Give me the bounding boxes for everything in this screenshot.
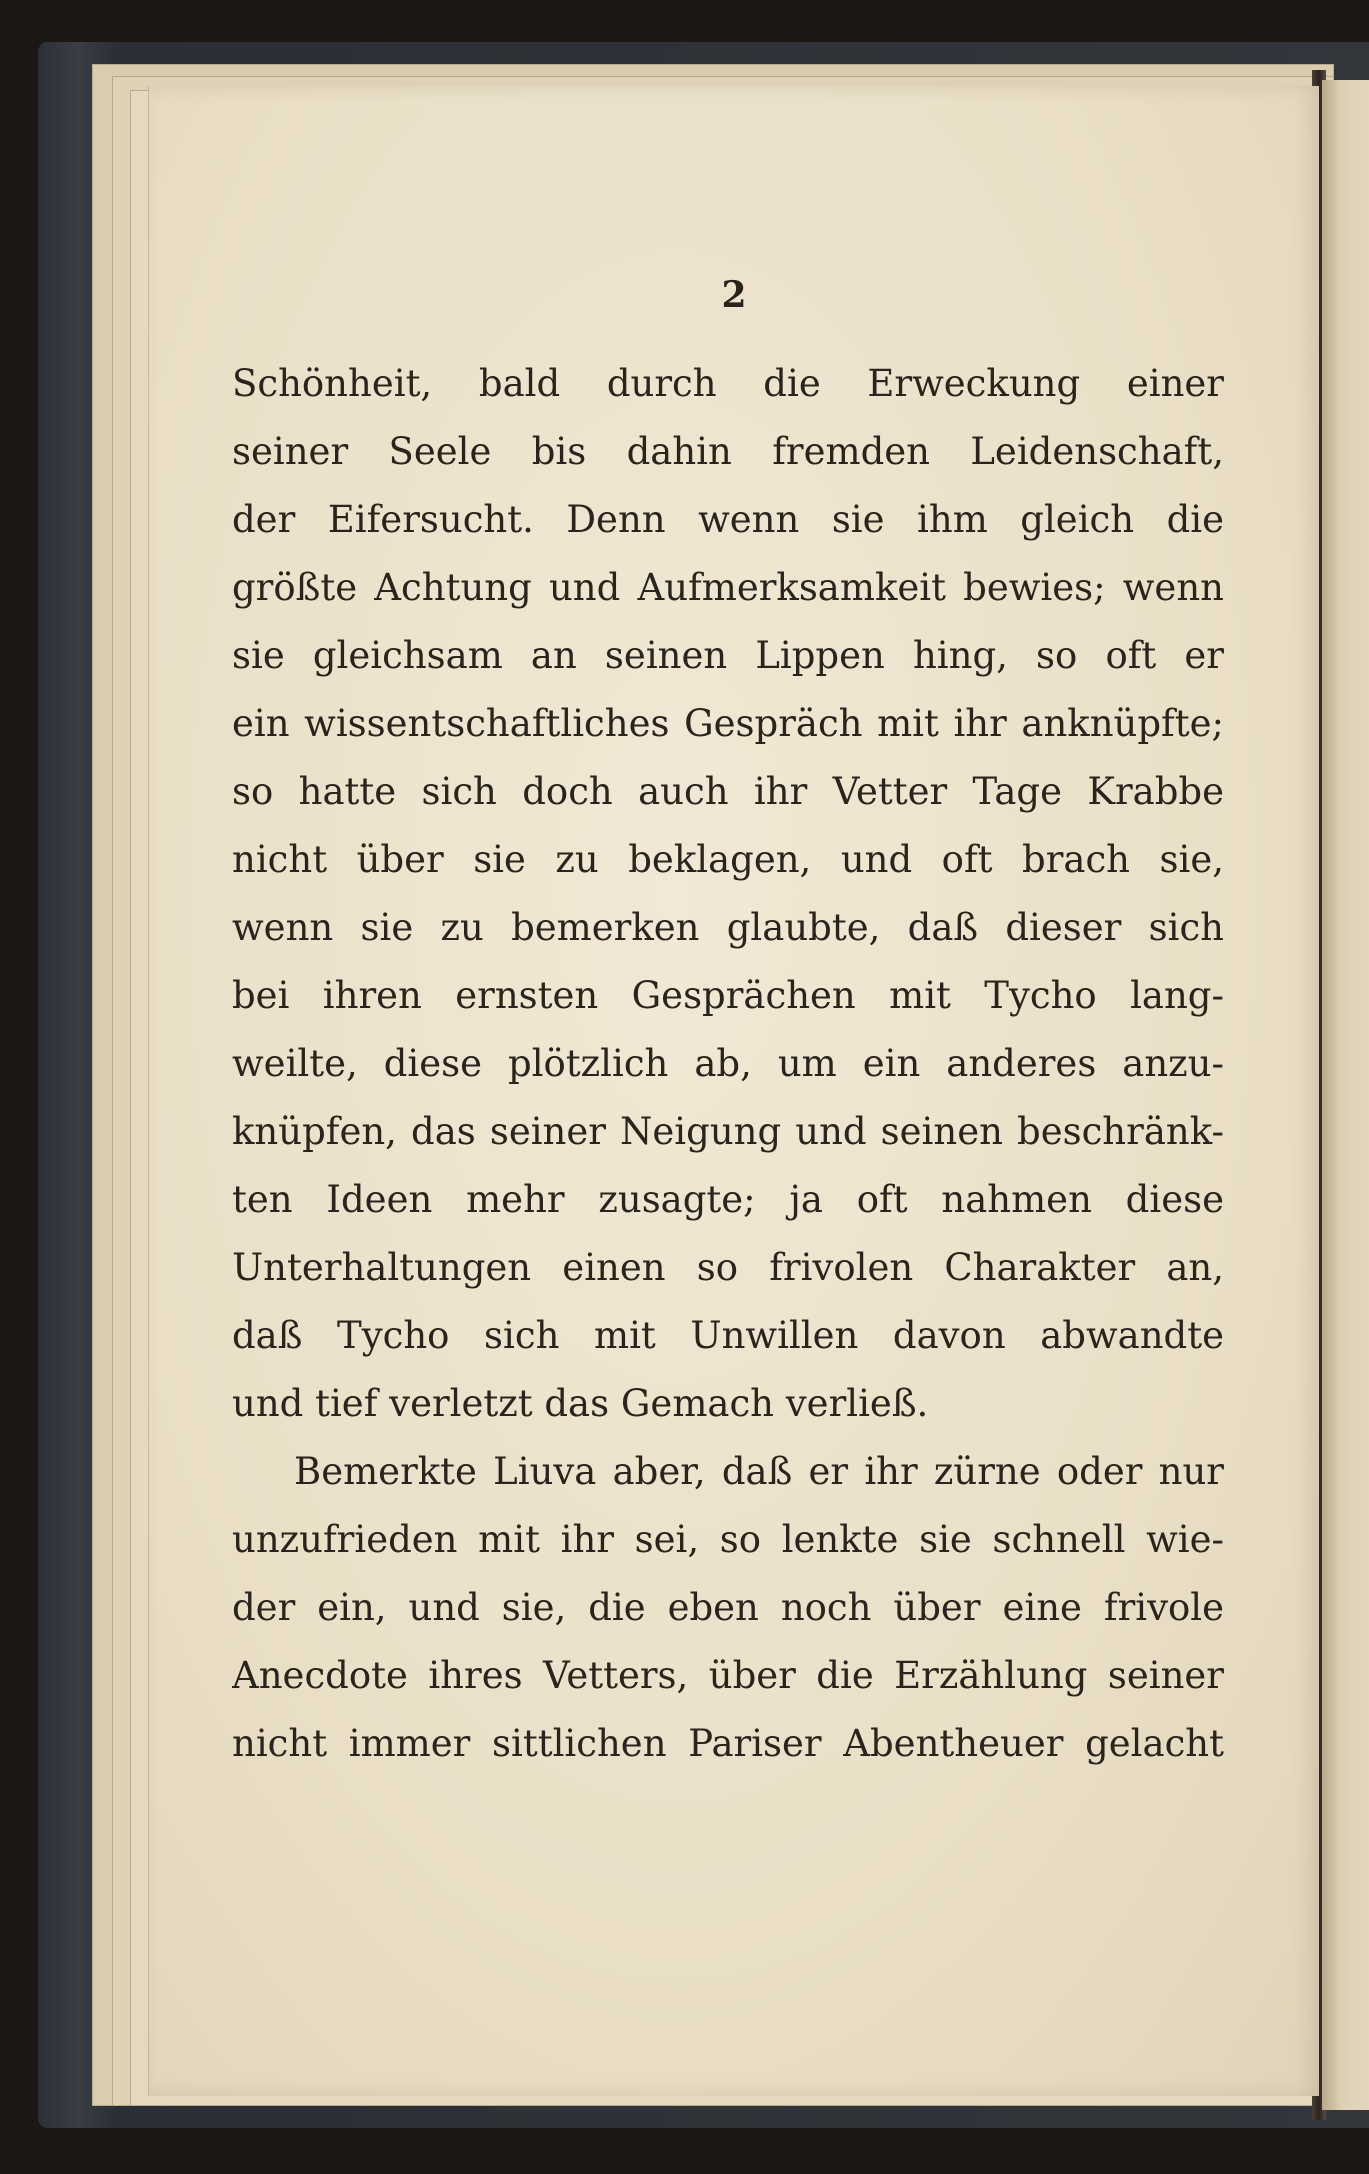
text-line: Unterhaltungen einen so frivolen Charakter an, [232,1246,1224,1289]
text-line: bei ihren ernsten Gesprächen mit Tycho lang- [232,974,1224,1017]
text-line: Bemerkte Liuva aber, daß er ihr zürne oder nur [294,1450,1224,1493]
text-line: unzufrieden mit ihr sei, so lenkte sie schnell wie- [232,1518,1224,1561]
text-line: weilte, diese plötzlich ab, um ein anderes anzu- [232,1042,1224,1085]
text-line: Schönheit, bald durch die Erweckung einer [232,362,1224,405]
page-text [232,350,1224,1778]
text-line: der ein, und sie, die eben noch über eine frivole [232,1586,1224,1629]
text-line: nicht immer sittlichen Pariser Abentheuer gelacht [232,1722,1224,1765]
text-line: und tief verletzt das Gemach verließ. [232,1382,929,1425]
paragraph-2 [232,1438,1224,1778]
text-line: so hatte sich doch auch ihr Vetter Tage Krabbe [232,770,1224,813]
text-line: ten Ideen mehr zusagte; ja oft nahmen diese [232,1178,1224,1221]
text-line: ein wissentschaftliches Gespräch mit ihr anknüpfte; [232,702,1224,745]
text-line: Anecdote ihres Vetters, über die Erzählung seiner [232,1654,1224,1697]
facing-page-edge [1322,80,1369,2110]
text-line: nicht über sie zu beklagen, und oft brach sie, [232,838,1224,881]
paragraph-1 [232,350,1224,1438]
text-line: daß Tycho sich mit Unwillen davon abwandte [232,1314,1224,1357]
text-line: sie gleichsam an seinen Lippen hing, so oft er [232,634,1224,677]
text-line: der Eifersucht. Denn wenn sie ihm gleich die [232,498,1224,541]
text-line: knüpfen, das seiner Neigung und seinen beschränk- [232,1110,1224,1153]
page-number: 2 [721,274,747,316]
text-line: seiner Seele bis dahin fremden Leidenschaft, [232,430,1224,473]
text-line: wenn sie zu bemerken glaubte, daß dieser sich [232,906,1224,949]
text-line: größte Achtung und Aufmerksamkeit bewies; wenn [232,566,1224,609]
